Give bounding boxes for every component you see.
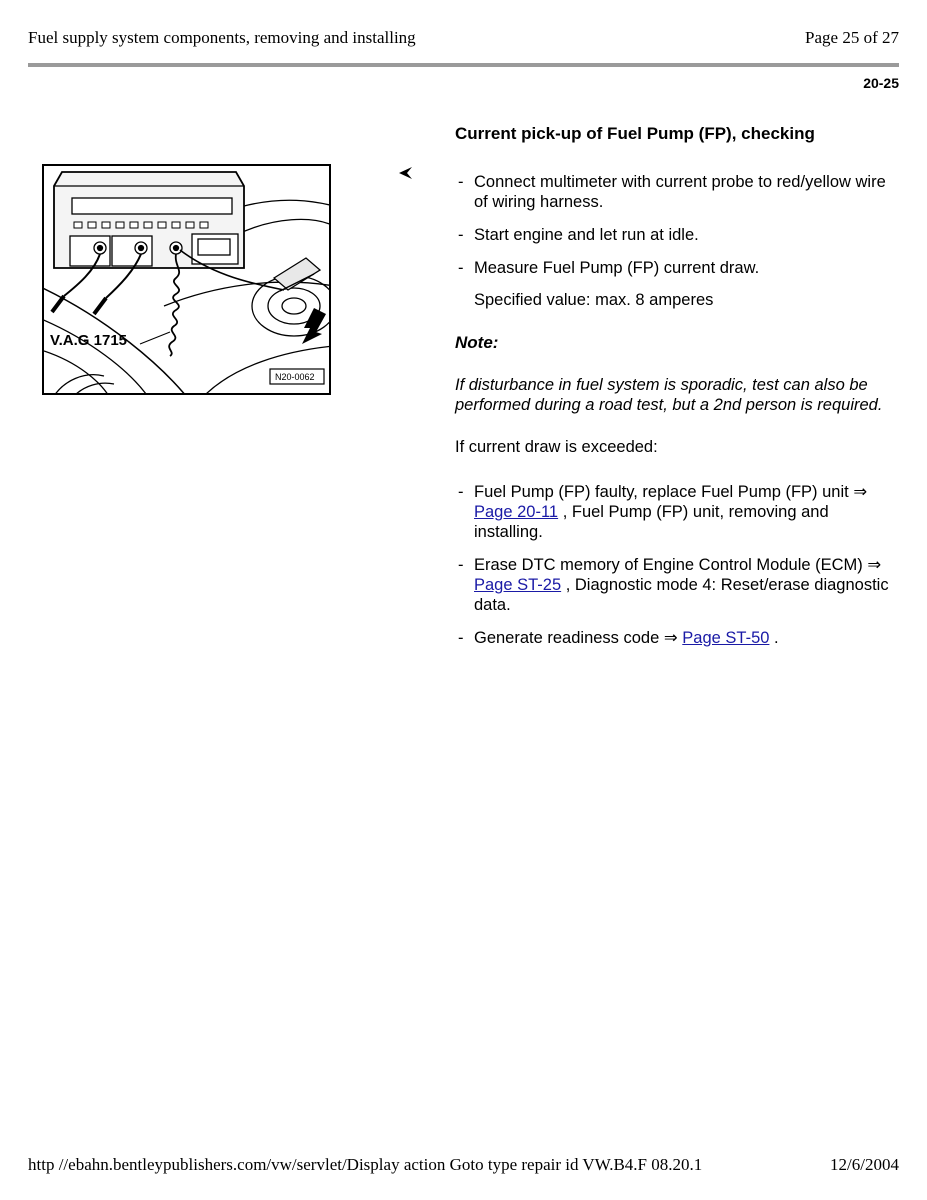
action-text: . bbox=[769, 629, 779, 647]
link-page-st-25[interactable]: Page ST-25 bbox=[474, 576, 562, 594]
specified-value: Specified value: max. 8 amperes bbox=[474, 291, 714, 309]
list-item: - Generate readiness code ⇒ Page ST-50 . bbox=[458, 629, 779, 647]
note-text: If disturbance in fuel system is sporadic, test can also be performed during a road test, but a 2nd person is required. bbox=[455, 376, 883, 414]
link-page-st-50[interactable]: Page ST-50 bbox=[682, 629, 770, 647]
page-indicator: Page 25 of 27 bbox=[805, 28, 899, 47]
list-item: - Measure Fuel Pump (FP) current draw. bbox=[458, 259, 760, 277]
figure-label: V.A.G 1715 bbox=[50, 332, 127, 349]
footer-url: http //ebahn.bentleypublishers.com/vw/servlet/Display action Goto type repair id VW.B4.F 08.20.1 bbox=[28, 1155, 703, 1174]
procedure-title: Current pick-up of Fuel Pump (FP), checking bbox=[455, 124, 815, 143]
footer-date: 12/6/2004 bbox=[830, 1155, 899, 1174]
list-item: - Erase DTC memory of Engine Control Module (ECM) ⇒ Page ST-25 , Diagnostic mode 4: Reset/erase diagnostic data. bbox=[458, 556, 889, 614]
header-divider bbox=[28, 63, 899, 67]
action-text: , Diagnostic mode 4: Reset/erase diagnostic data. bbox=[474, 576, 889, 614]
step-text: Connect multimeter with current probe to red/yellow wire of wiring harness. bbox=[474, 173, 886, 211]
multimeter-illustration bbox=[42, 164, 331, 395]
condition-text: If current draw is exceeded: bbox=[455, 438, 658, 456]
action-text: , Fuel Pump (FP) unit, removing and installing. bbox=[474, 503, 829, 541]
step-text: Start engine and let run at idle. bbox=[474, 226, 699, 244]
link-page-20-11[interactable]: Page 20-11 bbox=[474, 503, 559, 521]
corrective-actions bbox=[455, 482, 900, 648]
note-heading: Note: bbox=[455, 333, 499, 352]
action-text: Erase DTC memory of Engine Control Module (ECM) ⇒ bbox=[474, 556, 882, 574]
action-text: Fuel Pump (FP) faulty, replace Fuel Pump (FP) unit ⇒ bbox=[474, 483, 868, 501]
pointer-arrow-icon bbox=[397, 164, 415, 182]
list-item: - Fuel Pump (FP) faulty, replace Fuel Pump (FP) unit ⇒ Page 20-11 , Fuel Pump (FP) unit, removing and installing. bbox=[458, 483, 868, 541]
list-item: - Start engine and let run at idle. bbox=[458, 226, 699, 244]
action-text: Generate readiness code ⇒ bbox=[474, 629, 683, 647]
document-title: Fuel supply system components, removing and installing bbox=[28, 28, 416, 47]
step-text: Measure Fuel Pump (FP) current draw. bbox=[474, 259, 760, 277]
list-item: - Connect multimeter with current probe to red/yellow wire of wiring harness. bbox=[458, 173, 886, 211]
page-code: 20-25 bbox=[863, 75, 899, 91]
check-steps bbox=[455, 172, 900, 278]
figure-code: N20-0062 bbox=[275, 372, 315, 382]
procedure-section bbox=[455, 124, 900, 661]
